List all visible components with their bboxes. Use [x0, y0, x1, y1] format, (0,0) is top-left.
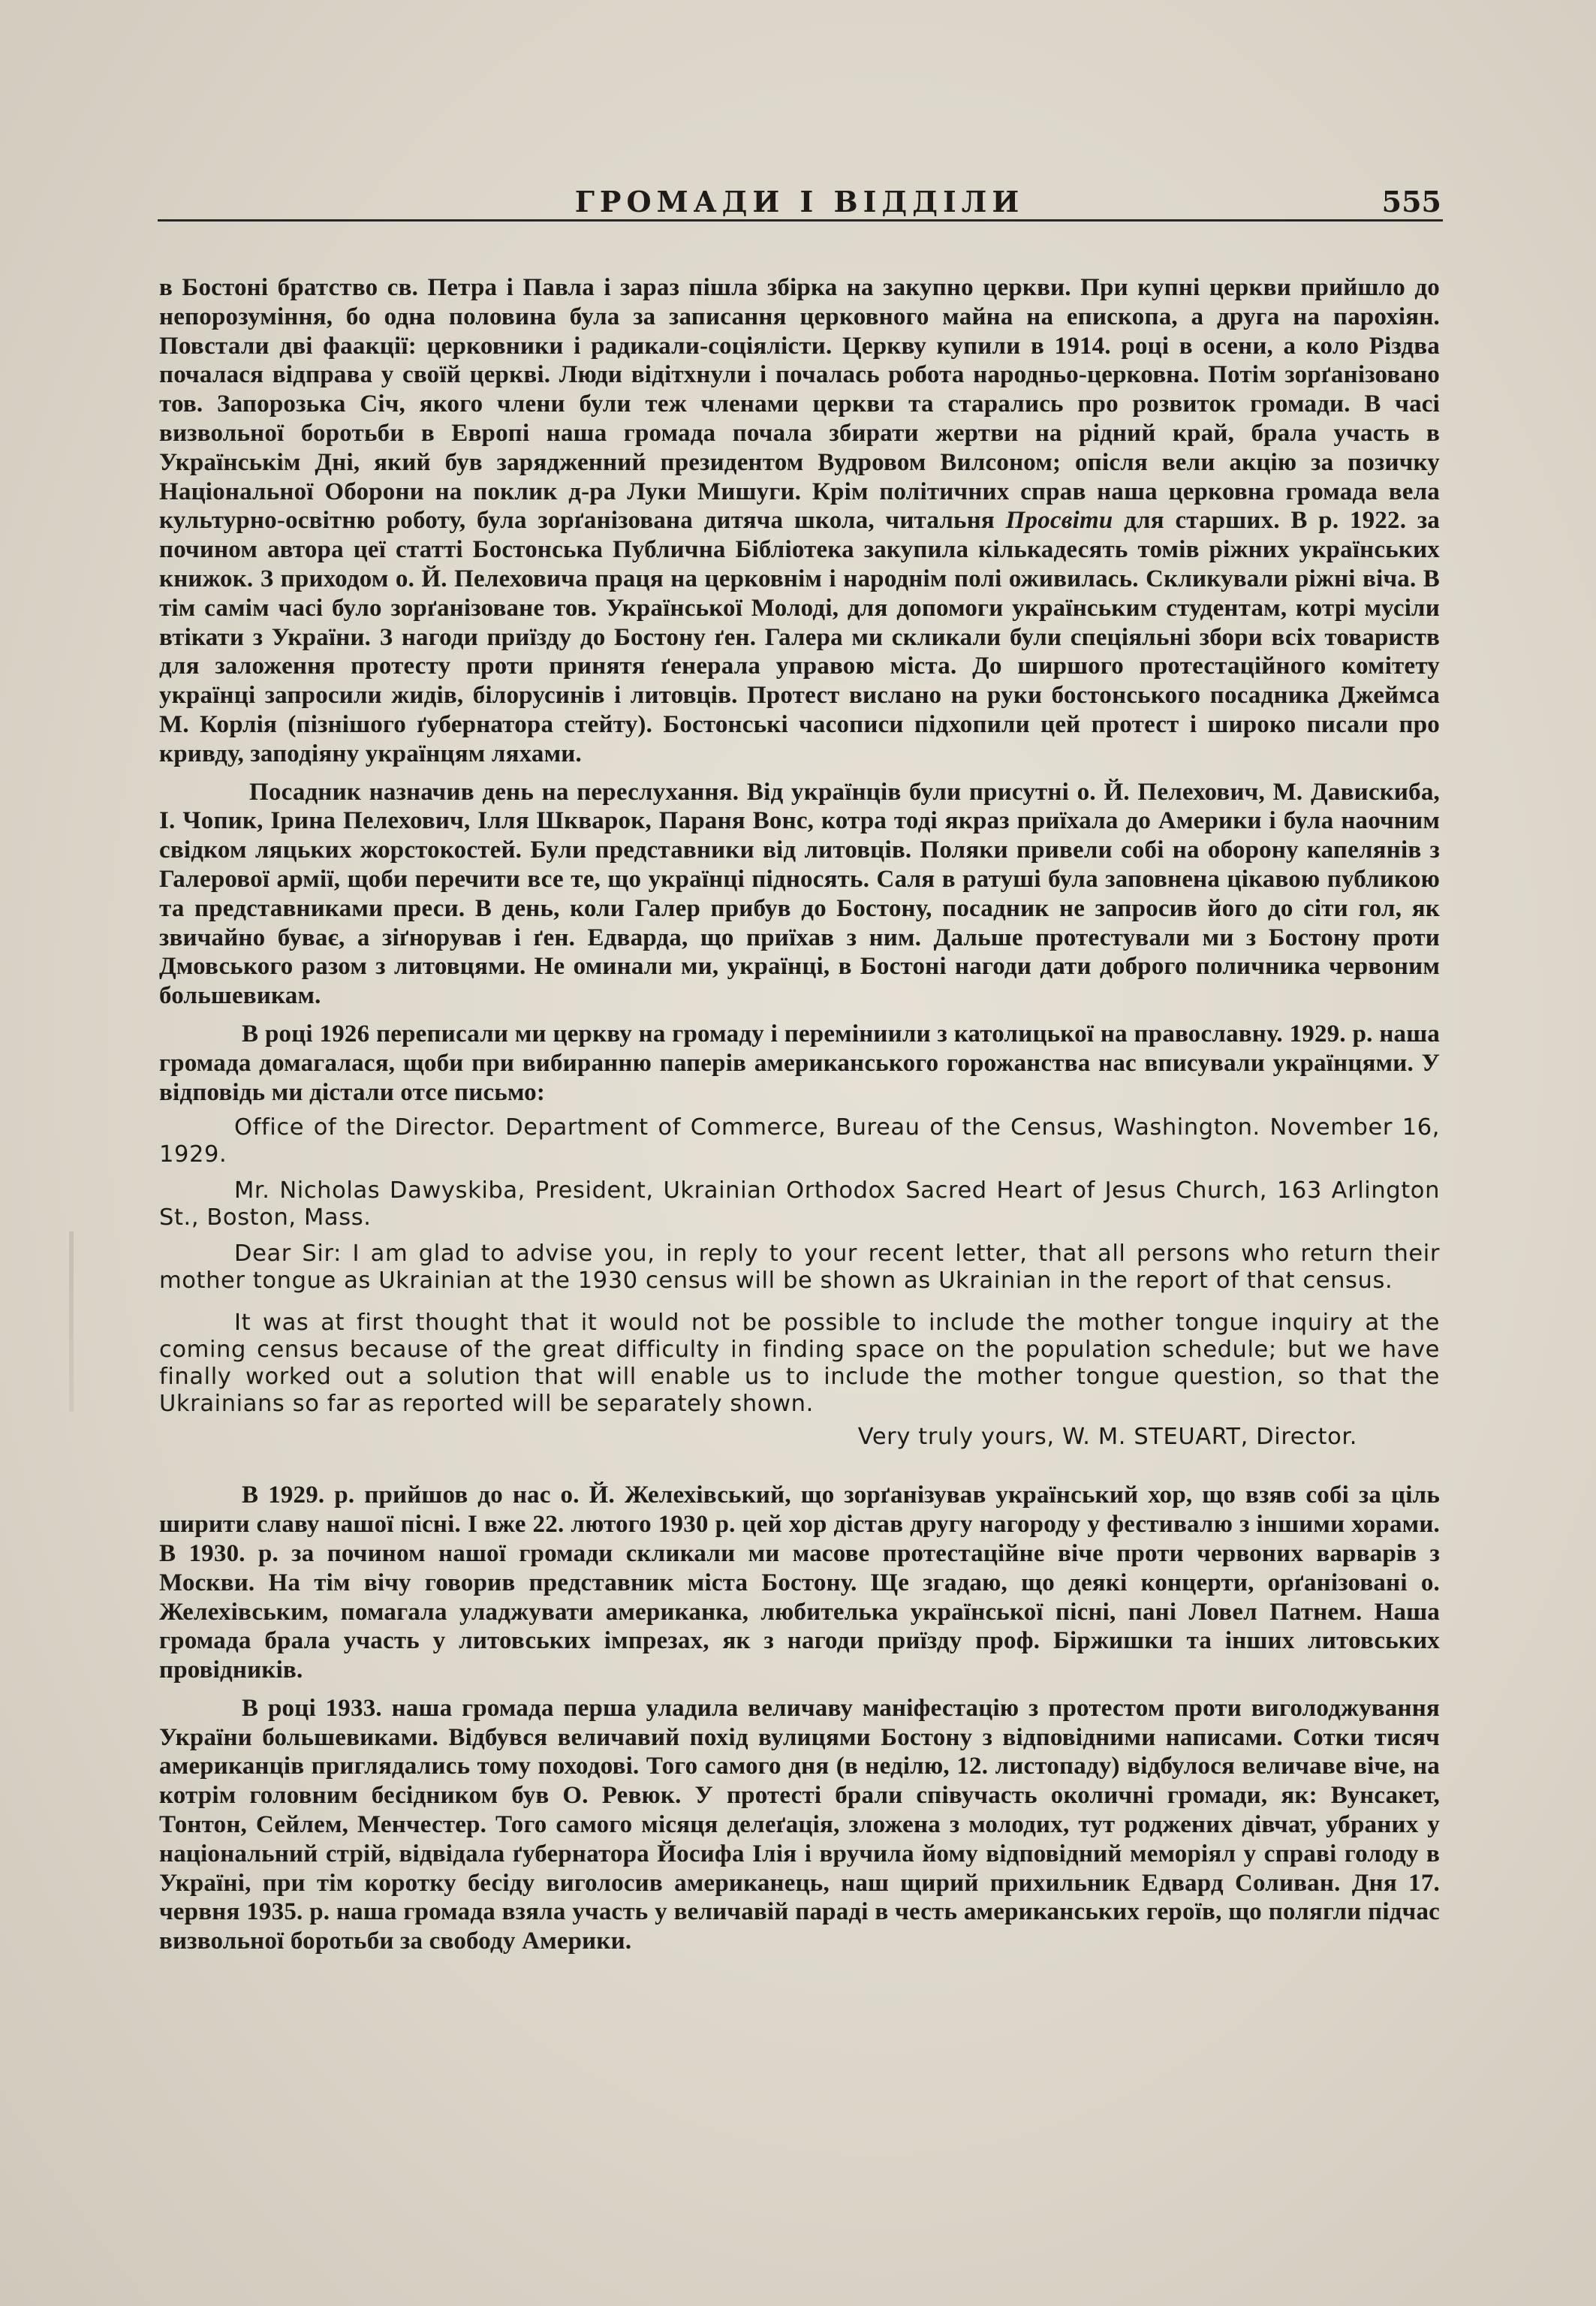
letter-addressee: Mr. Nicholas Dawyskiba, President, Ukrainian Orthodox Sacred Heart of Jesus Church, 163 Arlington St., Boston, Mass. [159, 1177, 1440, 1231]
letter-office: Office of the Director. Department of Commerce, Bureau of the Census, Washington. November 16, 1929. [159, 1114, 1440, 1168]
letter-body-1: Dear Sir: I am glad to advise you, in reply to your recent letter, that all persons who return their mother tongue as Ukrainian at the 1930 census will be shown as Ukrainian in the report of that census. [159, 1240, 1440, 1295]
body-text [159, 273, 1440, 1956]
paragraph-1-tail: для старших. В р. 1922. за почином автора цеї статті Бостонська Публична Бібліотека закупила кількадесять томів ріжних українських книжок. З приходом о. Й. Пелеховича праця на церковнім і народнім полі оживилась. Скликували ріжні віча. В тім самім часі було зорґанізоване тов. Української Молоді, для допомоги українським студентам, котрі мусіли втікати з України. З нагоди приїзду до Бостону ґен. Галера ми скликали були спеціяльні збори всіх товариств для заложення протесту проти принятя ґенерала управою міста. До ширшого протестаційного комітету українці запросили жидів, білорусинів і литовців. Протест вислано на руки бостонського посадника Джеймса М. Корлія (пізнішого ґубернатора стейту). Бостонські часописи підхопили цей протест і широко писали про кривду, заподіяну українцям ляхами. [159, 507, 1440, 767]
paragraph-1 [159, 273, 1440, 769]
page-header [158, 180, 1441, 225]
census-letter [159, 1114, 1440, 1451]
page-number: 555 [1381, 185, 1441, 219]
paragraph-1-text: в Бостоні братство св. Петра і Павла і зараз пішла збірка на закупно церкви. При купні церкви прийшло до непорозуміння, бо одна половина була за записання церковного майна на епископа, а друга на парохіян. Повстали дві фаакції: церковники і радикали-соціялісти. Церкву купили в 1914. році в осени, а коло Різдва почалася відправа у своїй церкві. Люди відітхнули і почалась робота народньо-церковна. Потім зорґанізовано тов. Запорозька Січ, якого члени були теж членами церкви та старались про розвиток громади. В часі визвольної боротьби в Европі наша громада почала збирати жертви на рідний край, брала участь в Українськім Дні, який був зарядженний президентом Вудровом Вилсоном; опісля вели акцію за позичку Національної Оборони на поклик д-ра Луки Мишуги. Крім політичних справ наша церковна громада вела культурно-освітню роботу, була зорґанізована дитяча школа, читальня [159, 274, 1440, 535]
header-rule [158, 219, 1443, 222]
binding-shadow [69, 1231, 74, 1412]
paragraph-1-italic: Просвіти [1005, 507, 1113, 535]
letter-body-2: It was at first thought that it would not be possible to include the mother tongue inquiry at the coming census because of the great difficulty in finding space on the population schedule; but we have finally worked out a solution that will enable us to include the mother tongue question, so that the Ukrainians so far as reported will be separately shown. [159, 1310, 1440, 1418]
paragraph-2: Посадник назначив день на переслухання. Від українців були присутні о. Й. Пелехович, М. Давискиба, І. Чопик, Ірина Пелехович, Ілля Шкварок, Параня Вонс, котра тоді якраз приїхала до Америки і була наочним свідком ляцьких жорстокостей. Були представники від литовців. Поляки привели собі на оборону капелянів з Галерової армії, щоби перечити все те, що українці підносять. Саля в ратуші була заповнена цікавою публикою та представниками преси. В день, коли Галер прибув до Бостону, посадник не запросив його до сіти гол, як звичайно буває, а зіґнорував і ґен. Едварда, що приїхав з ним. Дальше протестували ми з Бостону проти Дмовського разом з литовцями. Не оминали ми, українці, в Бостоні нагоди дати доброго поличника червоним большевикам. [159, 778, 1440, 1010]
running-title: ГРОМАДИ І ВІДДІЛИ [574, 185, 1025, 219]
letter-signature: Very truly yours, W. M. STEUART, Director. [857, 1424, 1357, 1451]
paragraph-4: В 1929. р. прийшов до нас о. Й. Желехівський, що зорґанізував український хор, що взяв собі за ціль ширити славу нашої пісні. І вже 22. лютого 1930 р. цей хор дістав другу нагороду у фестивалю з іншими хорами. В 1930. р. за почином нашої громади скликали ми масове протестаційне віче проти червоних варварів з Москви. На тім вічу говорив представник міста Бостону. Ще згадаю, що деякі концерти, орґанізовані о. Желехівським, помагала уладжувати американка, любителька української пісні, пані Ловел Патнем. Наша громада брала участь у литовських імпрезах, як з нагоди приїзду проф. Біржишки та інших литовських провідників. [159, 1482, 1440, 1684]
paragraph-3: В році 1926 переписали ми церкву на громаду і переміниили з католицької на православну. 1929. р. наша громада домагалася, щоби при вибиранню паперів американського горожанства нас вписували українцями. У відповідь ми дістали отсе письмо: [159, 1020, 1440, 1106]
paragraph-5: В році 1933. наша громада перша уладила величаву маніфестацію з протестом проти виголоджування України большевиками. Відбувся величавий похід вулицями Бостону з відповідними написами. Сотки тисяч американців приглядались тому походові. Того самого дня (в неділю, 12. листопаду) відбулося величаве віче, на котрім головним бесідником був О. Ревюк. У протесті брали співучасть околичні громади, як: Вунсакет, Тонтон, Сейлем, Менчестер. Того самого місяця делеґація, зложена з молодих, тут роджених дівчат, убраних у національний стрій, відвідала ґубернатора Йосифа Ілія і вручила йому відповідний меморіял у справі голоду в Україні, при тім коротку бесіду виголосив американець, наш щирий прихильник Едвард Соливан. Дня 17. червня 1935. р. наша громада взяла участь у величавій параді в честь американських героїв, що полягли підчас визвольної боротьби за свободу Америки. [159, 1694, 1440, 1955]
